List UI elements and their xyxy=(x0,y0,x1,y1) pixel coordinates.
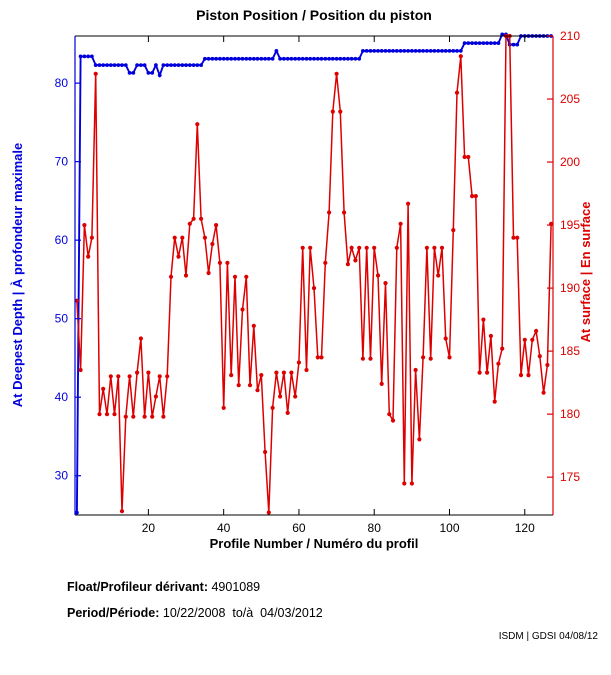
data-point xyxy=(154,63,158,67)
data-point xyxy=(459,49,463,53)
data-point xyxy=(124,63,128,67)
data-point xyxy=(308,57,312,61)
data-point xyxy=(327,210,331,214)
data-point xyxy=(293,394,297,398)
data-point xyxy=(353,258,357,262)
data-point xyxy=(361,49,365,53)
data-point xyxy=(263,450,267,454)
data-point xyxy=(275,49,279,53)
period-line xyxy=(67,606,323,620)
data-point xyxy=(267,57,271,61)
data-point xyxy=(485,371,489,375)
data-point xyxy=(120,509,124,513)
data-point xyxy=(478,371,482,375)
data-point xyxy=(161,415,165,419)
data-point xyxy=(180,236,184,240)
data-point xyxy=(90,55,94,59)
data-point xyxy=(414,49,418,53)
data-point xyxy=(444,49,448,53)
chart-title: Piston Position / Position du piston xyxy=(196,7,432,23)
data-point xyxy=(233,57,237,61)
data-point xyxy=(203,236,207,240)
data-point xyxy=(278,57,282,61)
float-id-line xyxy=(67,580,260,594)
data-point xyxy=(116,63,120,67)
data-point xyxy=(162,63,166,67)
data-point xyxy=(489,41,493,45)
data-point xyxy=(440,49,444,53)
data-point xyxy=(320,57,324,61)
y-tick-label-left: 30 xyxy=(54,468,68,483)
data-point xyxy=(241,57,245,61)
data-point xyxy=(383,281,387,285)
data-point xyxy=(101,387,105,391)
data-point xyxy=(361,357,365,361)
data-point xyxy=(496,362,500,366)
data-point xyxy=(402,481,406,485)
data-point xyxy=(327,57,331,61)
data-point xyxy=(210,242,214,246)
data-point xyxy=(335,57,339,61)
data-point xyxy=(425,49,429,53)
data-point xyxy=(429,49,433,53)
data-point xyxy=(410,481,414,485)
series-deepest-depth xyxy=(75,33,553,515)
x-tick-label: 120 xyxy=(514,521,535,535)
data-point xyxy=(365,246,369,250)
x-tick-label: 100 xyxy=(439,521,460,535)
data-point xyxy=(124,415,128,419)
data-point xyxy=(368,357,372,361)
data-point xyxy=(199,217,203,221)
data-point xyxy=(485,41,489,45)
data-point xyxy=(350,57,354,61)
data-point xyxy=(222,57,226,61)
data-point xyxy=(101,63,105,67)
data-point xyxy=(474,194,478,198)
data-point xyxy=(282,371,286,375)
data-point xyxy=(226,57,230,61)
data-point xyxy=(165,374,169,378)
data-point xyxy=(109,374,113,378)
data-point xyxy=(342,210,346,214)
data-point xyxy=(271,57,275,61)
data-point xyxy=(542,391,546,395)
data-point xyxy=(169,63,173,67)
data-point xyxy=(395,49,399,53)
data-point xyxy=(176,255,180,259)
data-point xyxy=(218,57,222,61)
data-point xyxy=(188,63,192,67)
data-point xyxy=(346,262,350,266)
axes-box xyxy=(75,36,553,515)
data-point xyxy=(135,371,139,375)
y-tick-label-left: 50 xyxy=(54,311,68,326)
data-point xyxy=(195,122,199,126)
data-point xyxy=(146,371,150,375)
y-axis-right-ticks xyxy=(547,29,580,484)
data-point xyxy=(143,415,147,419)
data-point xyxy=(538,354,542,358)
y-tick-label-left: 40 xyxy=(54,390,68,405)
data-point xyxy=(290,57,294,61)
data-point xyxy=(406,202,410,206)
data-point xyxy=(173,63,177,67)
data-point xyxy=(131,71,135,75)
data-point xyxy=(237,383,241,387)
data-point xyxy=(436,49,440,53)
data-point xyxy=(259,373,263,377)
data-point xyxy=(319,355,323,359)
x-axis-label: Profile Number / Numéro du profil xyxy=(209,536,419,551)
data-point xyxy=(244,275,248,279)
data-point xyxy=(421,355,425,359)
data-point xyxy=(128,374,132,378)
data-point xyxy=(511,236,515,240)
data-point xyxy=(312,57,316,61)
data-point xyxy=(530,338,534,342)
data-point xyxy=(372,246,376,250)
x-tick-label: 20 xyxy=(141,521,156,535)
period-value: 10/22/2008 to/à 04/03/2012 xyxy=(159,606,323,620)
data-point xyxy=(120,63,124,67)
data-point xyxy=(218,261,222,265)
data-point xyxy=(139,336,143,340)
data-point xyxy=(410,49,414,53)
data-point xyxy=(417,437,421,441)
data-point xyxy=(195,63,199,67)
data-point xyxy=(286,411,290,415)
data-point xyxy=(545,363,549,367)
plot-area xyxy=(55,29,581,535)
data-point xyxy=(493,400,497,404)
y-tick-label-left: 80 xyxy=(54,76,68,91)
y-tick-label-right: 190 xyxy=(560,281,581,296)
data-point xyxy=(380,382,384,386)
data-point xyxy=(470,194,474,198)
data-point xyxy=(199,63,203,67)
data-point xyxy=(105,412,109,416)
y-tick-label-right: 195 xyxy=(560,218,581,233)
data-point xyxy=(229,57,233,61)
data-point xyxy=(399,49,403,53)
data-point xyxy=(323,57,327,61)
data-point xyxy=(376,49,380,53)
data-point xyxy=(459,54,463,58)
data-point xyxy=(112,412,116,416)
data-point xyxy=(113,63,117,67)
data-point xyxy=(131,415,135,419)
data-point xyxy=(338,57,342,61)
data-point xyxy=(365,49,369,53)
data-point xyxy=(466,41,470,45)
data-point xyxy=(474,41,478,45)
data-point xyxy=(150,71,154,75)
float-label: Float/Profileur dérivant: xyxy=(67,580,208,594)
data-point xyxy=(414,368,418,372)
y-tick-label-right: 200 xyxy=(560,155,581,170)
data-point xyxy=(346,57,350,61)
data-point xyxy=(436,273,440,277)
data-point xyxy=(109,63,113,67)
data-point xyxy=(154,394,158,398)
data-point xyxy=(493,41,497,45)
data-point xyxy=(207,271,211,275)
data-point xyxy=(188,222,192,226)
y-tick-label-right: 180 xyxy=(560,407,581,422)
data-point xyxy=(519,373,523,377)
data-point xyxy=(418,49,422,53)
x-tick-label: 40 xyxy=(216,521,231,535)
data-point xyxy=(214,57,218,61)
data-point xyxy=(192,63,196,67)
data-point xyxy=(512,43,516,47)
y-axis-label-left: At Deepest Depth | À profondeur maximale xyxy=(10,142,25,408)
data-point xyxy=(97,412,101,416)
data-point xyxy=(354,57,358,61)
data-point xyxy=(233,275,237,279)
data-point xyxy=(482,41,486,45)
data-point xyxy=(169,275,173,279)
data-point xyxy=(225,261,229,265)
data-point xyxy=(534,329,538,333)
data-point xyxy=(86,55,90,59)
data-point xyxy=(451,228,455,232)
data-point xyxy=(259,57,263,61)
data-point xyxy=(222,406,226,410)
data-point xyxy=(316,57,320,61)
data-point xyxy=(433,49,437,53)
series-line xyxy=(77,34,551,512)
data-point xyxy=(184,63,188,67)
y-axis-label-right: At surface | En surface xyxy=(578,201,593,343)
data-point xyxy=(94,72,98,76)
data-point xyxy=(526,373,530,377)
data-point xyxy=(391,49,395,53)
data-point xyxy=(342,57,346,61)
data-point xyxy=(297,360,301,364)
data-point xyxy=(384,49,388,53)
data-point xyxy=(229,373,233,377)
data-point xyxy=(143,63,147,67)
data-point xyxy=(240,307,244,311)
data-point xyxy=(376,273,380,277)
y-tick-label-right: 210 xyxy=(560,29,581,43)
data-point xyxy=(331,57,335,61)
data-point xyxy=(165,63,169,67)
y-tick-label-right: 175 xyxy=(560,470,581,485)
data-point xyxy=(432,246,436,250)
data-point xyxy=(135,63,139,67)
data-point xyxy=(395,246,399,250)
data-point xyxy=(466,155,470,159)
data-point xyxy=(338,110,342,114)
data-point xyxy=(425,246,429,250)
data-point xyxy=(387,49,391,53)
data-point xyxy=(323,261,327,265)
data-point xyxy=(429,357,433,361)
data-point xyxy=(282,57,286,61)
data-point xyxy=(455,49,459,53)
data-point xyxy=(79,368,83,372)
data-point xyxy=(406,49,410,53)
data-point xyxy=(203,57,207,61)
data-point xyxy=(289,371,293,375)
data-point xyxy=(402,49,406,53)
data-point xyxy=(515,43,519,47)
data-point xyxy=(139,63,143,67)
data-point xyxy=(207,57,211,61)
data-point xyxy=(448,49,452,53)
data-point xyxy=(357,246,361,250)
data-point xyxy=(470,41,474,45)
period-label: Period/Période: xyxy=(67,606,160,620)
data-point xyxy=(331,110,335,114)
data-point xyxy=(256,57,260,61)
data-point xyxy=(255,388,259,392)
data-point xyxy=(128,71,132,75)
data-point xyxy=(105,63,109,67)
data-point xyxy=(380,49,384,53)
data-point xyxy=(305,57,309,61)
data-point xyxy=(252,57,256,61)
data-point xyxy=(173,236,177,240)
data-point xyxy=(263,57,267,61)
data-point xyxy=(500,347,504,351)
data-point xyxy=(301,57,305,61)
data-point xyxy=(211,57,215,61)
data-point xyxy=(293,57,297,61)
data-point xyxy=(86,255,90,259)
data-point xyxy=(497,41,501,45)
data-point xyxy=(387,412,391,416)
data-point xyxy=(399,222,403,226)
series-line xyxy=(77,36,551,513)
data-point xyxy=(455,91,459,95)
data-point xyxy=(180,63,184,67)
data-point xyxy=(312,286,316,290)
data-point xyxy=(478,41,482,45)
data-point xyxy=(147,71,151,75)
data-point xyxy=(237,57,241,61)
data-point xyxy=(274,371,278,375)
series-surface xyxy=(75,34,553,515)
y-tick-label-right: 205 xyxy=(560,92,581,107)
y-tick-label-left: 60 xyxy=(54,233,68,248)
data-point xyxy=(523,338,527,342)
data-point xyxy=(83,55,87,59)
data-point xyxy=(82,223,86,227)
data-point xyxy=(372,49,376,53)
x-tick-label: 60 xyxy=(292,521,306,535)
data-point xyxy=(357,57,361,61)
data-point xyxy=(515,236,519,240)
issuer-stamp: ISDM | GDSI 04/08/12 xyxy=(498,631,598,642)
data-point xyxy=(192,217,196,221)
data-point xyxy=(350,246,354,250)
data-point xyxy=(335,72,339,76)
data-point xyxy=(184,273,188,277)
data-point xyxy=(308,246,312,250)
data-point xyxy=(98,63,102,67)
data-point xyxy=(116,374,120,378)
data-point xyxy=(463,41,467,45)
data-point xyxy=(444,336,448,340)
data-point xyxy=(481,318,485,322)
data-point xyxy=(177,63,181,67)
data-point xyxy=(451,49,455,53)
data-point xyxy=(301,246,305,250)
data-point xyxy=(248,383,252,387)
data-point xyxy=(297,57,301,61)
data-point xyxy=(252,324,256,328)
data-point xyxy=(316,355,320,359)
data-point xyxy=(369,49,373,53)
data-point xyxy=(248,57,252,61)
data-point xyxy=(304,368,308,372)
data-point xyxy=(150,415,154,419)
data-point xyxy=(286,57,290,61)
data-point xyxy=(244,57,248,61)
data-point xyxy=(440,246,444,250)
data-point xyxy=(489,334,493,338)
data-point xyxy=(158,73,162,77)
data-point xyxy=(94,63,98,67)
data-point xyxy=(214,223,218,227)
data-point xyxy=(447,355,451,359)
data-point xyxy=(463,155,467,159)
data-point xyxy=(90,236,94,240)
x-tick-label: 80 xyxy=(367,521,381,535)
data-point xyxy=(79,55,83,59)
float-value: 4901089 xyxy=(208,580,261,594)
data-point xyxy=(278,394,282,398)
data-point xyxy=(267,510,271,514)
data-point xyxy=(158,374,162,378)
data-point xyxy=(271,406,275,410)
data-point xyxy=(391,418,395,422)
y-tick-label-left: 70 xyxy=(54,154,68,169)
data-point xyxy=(421,49,425,53)
y-tick-label-right: 185 xyxy=(560,344,581,359)
